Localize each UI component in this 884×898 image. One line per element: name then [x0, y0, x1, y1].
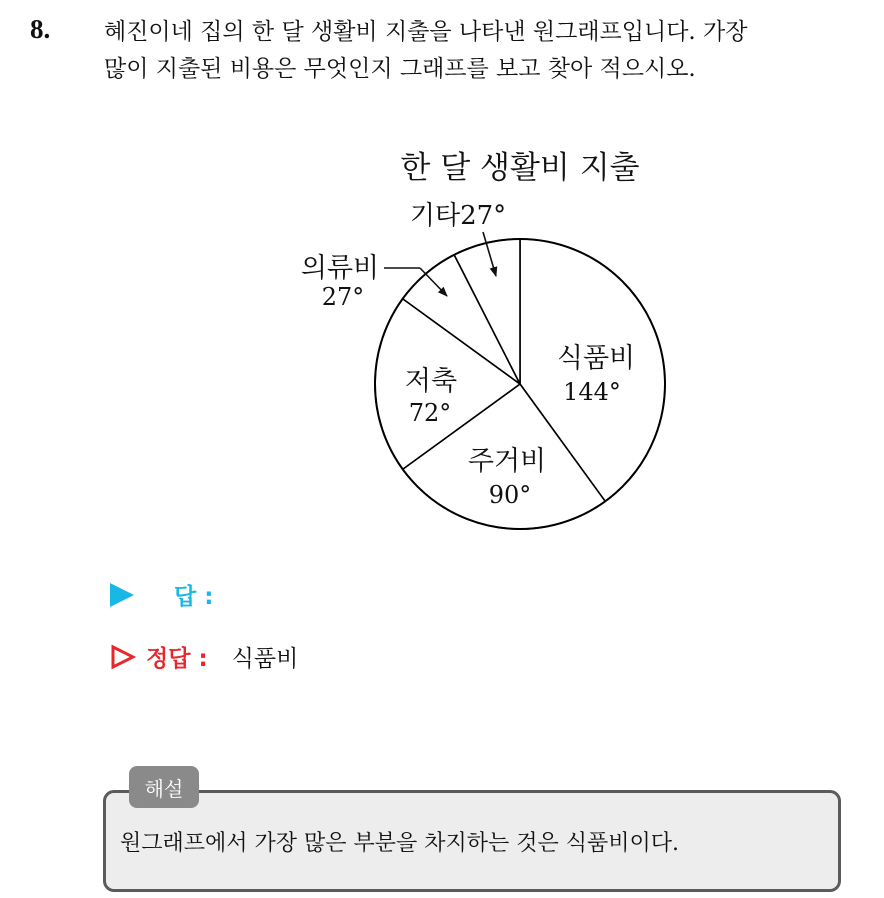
- slice-value-주거비: 90°: [488, 481, 532, 509]
- slice-label-의류비: 의류비: [300, 253, 380, 284]
- correct-answer-label: 정답 :: [146, 646, 208, 672]
- correct-answer-value: 식품비: [231, 646, 299, 672]
- answer-label: 답 :: [174, 584, 214, 610]
- question-line-1: 혜진이네 집의 한 달 생활비 지출을 나타낸 원그래프입니다. 가장: [104, 19, 748, 45]
- slice-value-식품비: 144°: [563, 378, 621, 406]
- slice-label-식품비: 식품비: [556, 343, 636, 374]
- explanation-text: 원그래프에서 가장 많은 부분을 차지하는 것은 식품비이다.: [120, 831, 680, 856]
- slice-value-기타: 27°: [460, 201, 507, 231]
- slice-label-기타-name: 기타: [409, 201, 461, 231]
- question-number: 8.: [30, 14, 51, 44]
- explanation-tab: 해설: [129, 766, 199, 808]
- play-triangle-icon: [110, 583, 134, 607]
- answer-row: [110, 578, 213, 611]
- slice-label-주거비: 주거비: [467, 446, 547, 477]
- correct-answer-row: [110, 640, 298, 673]
- slice-value-저축: 72°: [408, 399, 452, 427]
- chart-title: 한 달 생활비 지출: [400, 150, 640, 186]
- slice-label-저축: 저축: [404, 366, 458, 397]
- outline-triangle-icon: [110, 644, 136, 670]
- slice-label-기타: [410, 201, 506, 231]
- question-line-2: 많이 지출된 비용은 무엇인지 그래프를 보고 찾아 적으시오.: [104, 56, 696, 82]
- slice-value-의류비: 27°: [321, 283, 365, 311]
